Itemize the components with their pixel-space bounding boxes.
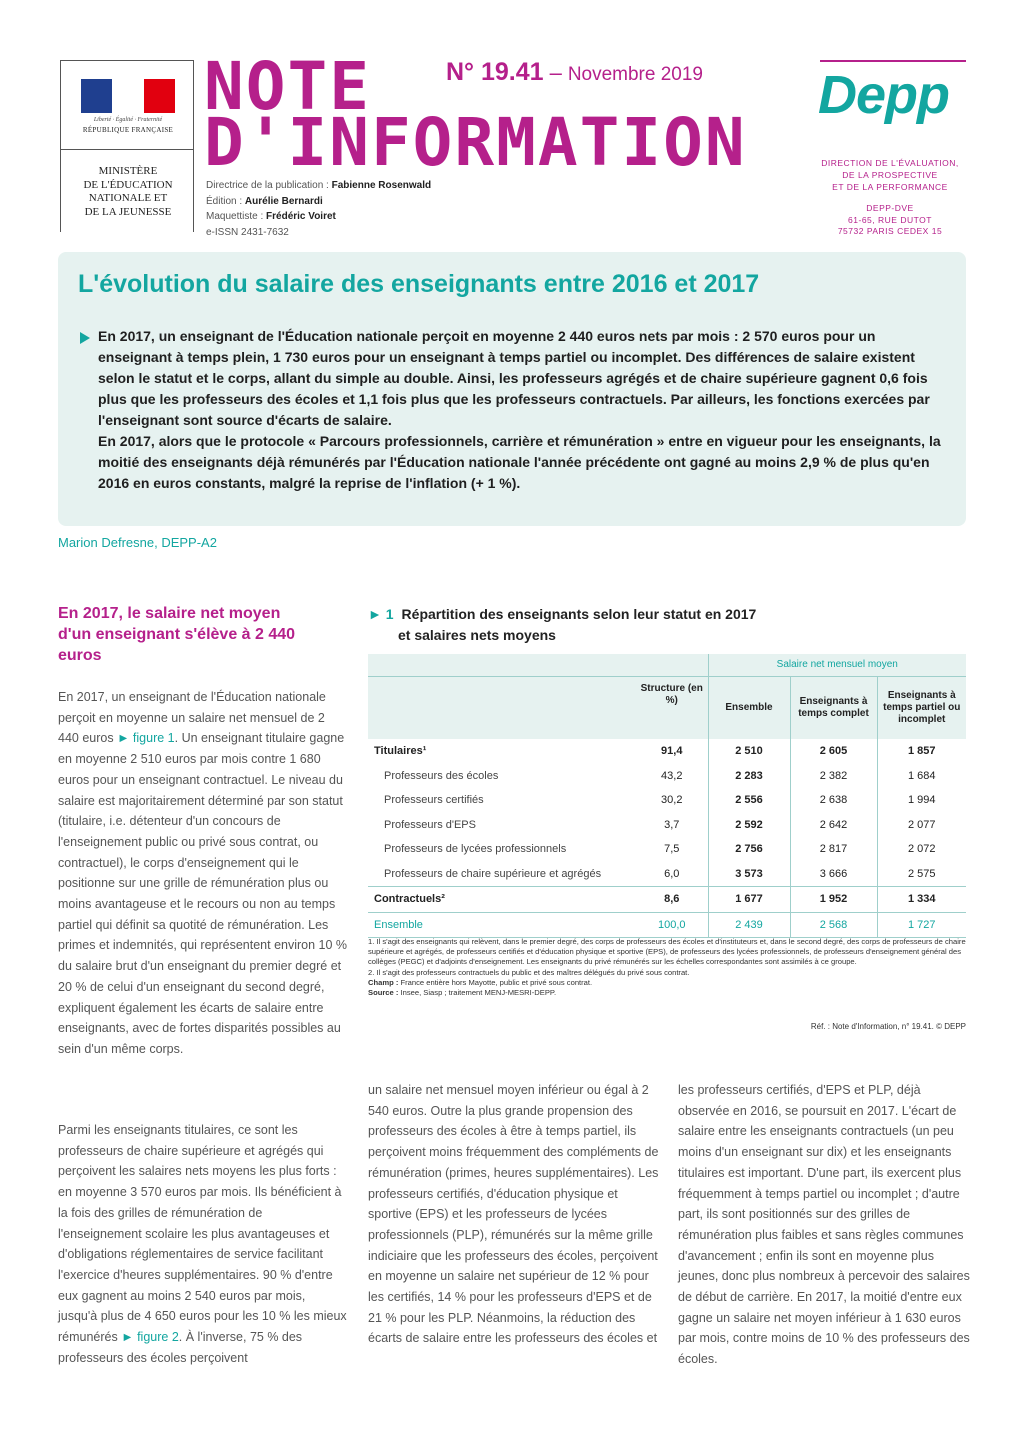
figure-field: Champ : France entière hors Mayotte, public et privé sous contrat. [368, 977, 593, 987]
editor-name: Aurélie Bernardi [244, 195, 323, 207]
summary-paragraph: En 2017, un enseignant de l'Éducation nationale perçoit en moyenne 2 440 euros nets par mois : 2 570 euros pour un enseignant à temps plein, 1 730 euros pour un enseignant à temps partiel ou incomplet. Des différences de salaire existent selon le statut et le corps, allant du simple au double. Ainsi, les professeurs agrégés et de chaire supérieure gagnent 0,6 fois plus que les professeurs des écoles et 1,1 fois plus que les professeurs contractuels. Par ailleurs, les fonctions exercées par l'enseignant sont source d'écarts de salaire. [98, 328, 930, 428]
figure-title: ► 1 Répartition des enseignants selon leur statut en 2017 et salaires nets moyens [368, 606, 757, 643]
depp-logo: Depp [818, 65, 949, 125]
body-paragraph: un salaire net mensuel moyen inférieur ou égal à 2 540 euros. Outre la plus grande propension des professeurs des écoles à être à temps partiel, ils perçoivent moins fréquemment des compléments de rémunération (primes, heures supplémentaires). Les professeurs certifiés, d'éducation physique et sportive (EPS) et les professeurs de lycées professionnels (PLP), rémunérés sur la même grille indiciaire que les professeurs des écoles, perçoivent en moyenne un salaire net supérieur de 12 % pour les certifiés, 14 % pour les professeurs d'EPS et de 21 % pour les PLP. Néanmoins, la réduction des écarts de salaire entre les professeurs des écoles et [368, 1083, 659, 1346]
figure-2-link[interactable]: ► figure 2 [121, 1330, 179, 1345]
body-paragraph: Parmi les enseignants titulaires, ce sont les professeurs de chaire supérieure et agrégés qui perçoivent les salaires nets moyens les plus forts : en moyenne 3 570 euros par mois. Ils bénéficient à la fois des grilles de rémunération de l'enseignement scolaire les plus avantageuses et d'obligations réglementaires de service facilitant l'exercice d'heures supplémentaires. 90 % d'entre eux gagnent au moins 2 540 euros par mois, jusqu'à plus de 4 650 euros pour les 10 % les mieux rémunérés ► figure 2. À l'inverse, 75 % des professeurs des écoles perçoivent [58, 1123, 347, 1365]
publication-title-line1: NOTE [204, 48, 371, 125]
figure-number: ► 1 [368, 606, 394, 622]
column-header: Ensemble [708, 677, 790, 740]
table-row: Professeurs de chaire supérieure et agrégés 6,0 3 573 3 666 2 575 [368, 862, 966, 887]
figure-note: 1. Il s'agit des enseignants qui relèvent, dans le premier degré, des corps de professeurs des écoles et d'instituteurs et, dans le second degré, des corps de professeurs de chaire supérieure et agrégés, de professeurs certifiés et d'éducation physique et sportive (EPS), de professeurs des lycées professionnels, de professeurs d'enseignement général des collèges (PEGC) et d'adjoints d'enseignement. Les enseignants du privé rémunérés sur les échelles correspondantes sont assimilés à ce groupe. [368, 937, 966, 967]
column-group-header: Salaire net mensuel moyen [708, 654, 966, 677]
arrow-right-icon [80, 332, 90, 344]
table-row: Professeurs des écoles 43,2 2 283 2 382 1 684 [368, 764, 966, 789]
ministry-name: MINISTÈRE DE L'ÉDUCATION NATIONALE ET DE LA JEUNESSE [83, 165, 173, 218]
summary-box [58, 252, 966, 526]
issue-info: N° 19.41 – Novembre 2019 [446, 58, 704, 86]
article-title: L'évolution du salaire des enseignants entre 2016 et 2017 [78, 270, 760, 298]
marianne-flag-icon [81, 79, 175, 113]
republic-motto: Liberté · Égalité · Fraternité [93, 117, 163, 123]
table-row: Contractuels² 8,6 1 677 1 952 1 334 [368, 887, 966, 913]
depp-subtitle: DIRECTION DE L'ÉVALUATION, DE LA PROSPECTIVE ET DE LA PERFORMANCE [821, 158, 959, 192]
republic-logo [61, 61, 193, 150]
author: Marion Defresne, DEPP-A2 [58, 535, 217, 550]
summary-paragraph: En 2017, alors que le protocole « Parcours professionnels, carrière et rémunération » entre en vigueur pour les enseignants, la moitié des enseignants déjà rémunérés par l'Éducation nationale l'année précédente ont gagné au moins 2,9 % de plus qu'en 2016 en euros constants, malgré la reprise de l'inflation (+ 1 %). [98, 433, 941, 491]
column-header: Structure (en %) [640, 683, 703, 706]
figure-1-table [368, 654, 966, 938]
column-header: Enseignants à temps partiel ou incomplet [877, 677, 966, 740]
table-row: Professeurs de lycées professionnels 7,5 2 756 2 817 2 072 [368, 837, 966, 862]
body-paragraph: les professeurs certifiés, d'EPS et PLP, déjà observée en 2016, se poursuit en 2017. L'écart de salaire entre les enseignants contractuels (un peu moins d'un enseignant sur dix) et les enseignants titulaires est important. D'une part, ils exercent plus fréquemment à temps partiel ou incomplet ; d'autre part, ils sont positionnés sur des grilles de rémunération plus faibles et sans règles communes d'avancement ; enfin ils sont en moyenne plus jeunes, donc plus nombreux à percevoir des salaires de début de carrière. En 2017, la moitié d'entre eux gagne un salaire net moyen inférieur à 1 630 euros par mois, contre moins de 10 % des professeurs des écoles. [678, 1083, 970, 1367]
table-row-total: Ensemble 100,0 2 439 2 568 1 727 [368, 912, 966, 938]
republic-name: RÉPUBLIQUE FRANÇAISE [82, 126, 174, 134]
summary-text [98, 326, 948, 494]
publication-title-line2: D'INFORMATION [204, 104, 747, 181]
figure-reference: Réf. : Note d'Information, n° 19.41. © DEPP [810, 1022, 966, 1031]
publication-credits: Directrice de la publication : Fabienne Rosenwald Édition : Aurélie Bernardi Maquettiste : Frédéric Voiret e-ISSN 2431-7632 [206, 178, 431, 240]
figure-source: Source : Insee, Siasp ; traitement MENJ-MESRI-DEPP. [368, 988, 557, 998]
issue-number: N° 19.41 [446, 58, 544, 86]
body-paragraph: En 2017, un enseignant de l'Éducation nationale perçoit en moyenne un salaire net mensuel de 2 440 euros ► figure 1. Un enseignant titulaire gagne en moyenne 2 510 euros par mois contre 1 680 euros pour un enseignant contractuel. Le niveau du salaire est majoritairement déterminé par son statut (titulaire, i.e. détenteur d'un concours de l'enseignement public ou privé sous contrat, ou contractuel), le corps d'enseignement qui le positionne sur une grille de rémunération plus ou moins avantageuse et le recours ou non au temps partiel qui définit sa quotité de rémunération. Les primes et indemnités, qui représentent environ 10 % du salaire brut d'un enseignant du premier degré et 20 % de celui d'un enseignant du second degré, expliquent également les écarts de salaire entre enseignants, avec de fortes disparités possibles au sein d'un même corps. [58, 690, 348, 1056]
section-heading: En 2017, le salaire net moyen d'un enseignant s'élève à 2 440 euros [58, 605, 296, 664]
depp-rule [820, 60, 966, 62]
figure-note: 2. Il s'agit des professeurs contractuels du public et des maîtres délégués du privé sous contrat. [368, 967, 690, 977]
issue-date: Novembre 2019 [567, 64, 704, 85]
ministry-logo-box [60, 60, 194, 232]
figure-1-link[interactable]: ► figure 1 [117, 731, 175, 746]
depp-address: DEPP-DVE 61-65, RUE DUTOT 75732 PARIS CEDEX 15 [837, 203, 943, 236]
table-row: Professeurs d'EPS 3,7 2 592 2 642 2 077 [368, 813, 966, 838]
layout-name: Frédéric Voiret [266, 211, 336, 222]
issn: e-ISSN 2431-7632 [206, 226, 289, 238]
table-row: Titulaires¹ 91,4 2 510 2 605 1 857 [368, 739, 966, 764]
table-row: Professeurs certifiés 30,2 2 556 2 638 1 994 [368, 788, 966, 813]
column-header: Enseignants à temps complet [790, 677, 877, 740]
figure-notes [368, 937, 966, 998]
director-name: Fabienne Rosenwald [331, 180, 432, 191]
